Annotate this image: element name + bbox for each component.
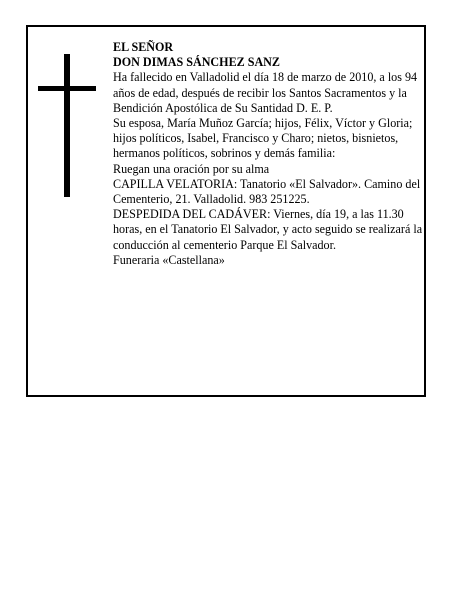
chapel-info: CAPILLA VELATORIA: Tanatorio «El Salvador». Camino del Cementerio, 21. Valladolid. 983 251225. <box>113 176 421 207</box>
family-list: Su esposa, María Muñoz García; hijos, Félix, Víctor y Gloria; hijos políticos, Isabel, Francisco y Charo; nietos, bisnietos, hermanos políticos, sobrinos y demás familia: <box>113 116 413 161</box>
funeral-farewell-info: DESPEDIDA DEL CADÁVER: Viernes, día 19, a las 11.30 horas, en el Tanatorio El Salvador, y acto seguido se realizará la conducción al cementerio Parque El Salvador. <box>113 207 423 252</box>
cross-horizontal-bar <box>38 86 96 91</box>
obituary-text <box>113 40 423 268</box>
funeral-home: Funeraria «Castellana» <box>113 252 225 267</box>
cross-icon <box>38 54 96 197</box>
cross-vertical-bar <box>64 54 70 197</box>
notice-heading-title: EL SEÑOR <box>113 40 174 54</box>
death-announcement: Ha fallecido en Valladolid el día 18 de marzo de 2010, a los 94 años de edad, después de recibir los Santos Sacramentos y la Bendición Apostólica de Su Santidad D. E. P. <box>113 70 418 115</box>
deceased-name: DON DIMAS SÁNCHEZ SANZ <box>113 55 280 70</box>
prayer-request: Ruegan una oración por su alma <box>113 161 270 176</box>
